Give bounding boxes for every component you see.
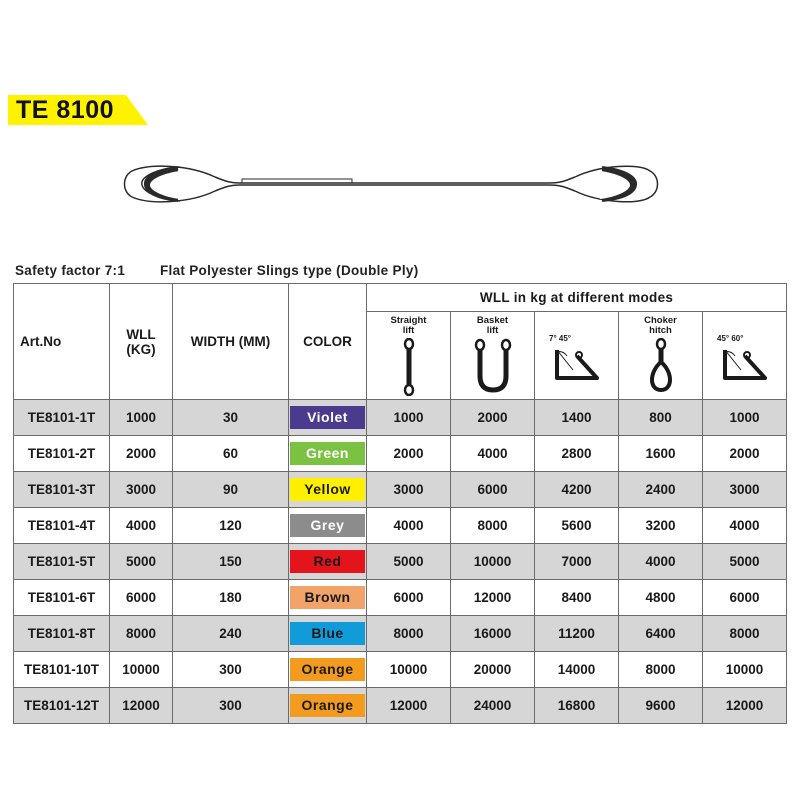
cell-width: 180 [173, 580, 289, 616]
cell-art-no: TE8101-12T [14, 688, 110, 724]
cell-color [289, 652, 367, 688]
cell-straight-lift: 4000 [367, 508, 451, 544]
cell-straight-lift: 3000 [367, 472, 451, 508]
cell-width: 120 [173, 508, 289, 544]
cell-straight-lift: 10000 [367, 652, 451, 688]
cell-basket-7-45: 14000 [535, 652, 619, 688]
table-row [14, 472, 787, 508]
cell-art-no: TE8101-6T [14, 580, 110, 616]
cell-width: 240 [173, 616, 289, 652]
cell-straight-lift: 2000 [367, 436, 451, 472]
cell-choker-hitch: 800 [619, 400, 703, 436]
color-swatch: Yellow [290, 478, 365, 501]
cell-basket-45-60: 2000 [703, 436, 787, 472]
cell-basket-7-45: 5600 [535, 508, 619, 544]
cell-straight-lift: 6000 [367, 580, 451, 616]
table-row [14, 400, 787, 436]
mode-basket-lift [451, 312, 535, 400]
safety-factor-caption: Safety factor 7:1 [15, 263, 126, 278]
spec-table-body [14, 400, 787, 724]
color-swatch: Orange [290, 694, 365, 717]
straight-lift-icon [399, 338, 419, 396]
cell-basket-7-45: 7000 [535, 544, 619, 580]
cell-basket-lift: 10000 [451, 544, 535, 580]
cell-basket-lift: 12000 [451, 580, 535, 616]
sling-illustration [120, 155, 660, 215]
cell-art-no: TE8101-3T [14, 472, 110, 508]
mode-angle-7-45-label: 7° 45° [549, 334, 571, 343]
cell-basket-45-60: 10000 [703, 652, 787, 688]
cell-wll: 12000 [110, 688, 173, 724]
cell-width: 90 [173, 472, 289, 508]
header-modes-title: WLL in kg at different modes [367, 284, 787, 312]
cell-color [289, 544, 367, 580]
table-row [14, 544, 787, 580]
sling-type-caption: Flat Polyester Slings type (Double Ply) [160, 263, 419, 278]
cell-width: 300 [173, 688, 289, 724]
cell-basket-7-45: 8400 [535, 580, 619, 616]
table-row [14, 688, 787, 724]
cell-wll: 1000 [110, 400, 173, 436]
cell-straight-lift: 5000 [367, 544, 451, 580]
cell-basket-7-45: 16800 [535, 688, 619, 724]
cell-color [289, 436, 367, 472]
cell-choker-hitch: 6400 [619, 616, 703, 652]
cell-basket-lift: 2000 [451, 400, 535, 436]
cell-basket-7-45: 2800 [535, 436, 619, 472]
cell-color [289, 616, 367, 652]
sling-spec-table [13, 283, 787, 724]
mode-choker-hitch-label: Choker hitch [644, 315, 677, 336]
color-swatch: Grey [290, 514, 365, 537]
cell-wll: 8000 [110, 616, 173, 652]
cell-art-no: TE8101-1T [14, 400, 110, 436]
choker-hitch-icon [645, 338, 677, 396]
basket-angle-45-60-icon [717, 346, 773, 386]
cell-basket-45-60: 8000 [703, 616, 787, 652]
cell-choker-hitch: 4000 [619, 544, 703, 580]
cell-wll: 3000 [110, 472, 173, 508]
cell-width: 60 [173, 436, 289, 472]
cell-basket-lift: 6000 [451, 472, 535, 508]
table-row [14, 508, 787, 544]
color-swatch: Green [290, 442, 365, 465]
color-swatch: Orange [290, 658, 365, 681]
cell-wll: 6000 [110, 580, 173, 616]
mode-basket-lift-label: Basket lift [476, 315, 509, 336]
cell-color [289, 688, 367, 724]
cell-choker-hitch: 8000 [619, 652, 703, 688]
basket-lift-icon [470, 338, 516, 396]
mode-choker-hitch [619, 312, 703, 400]
cell-basket-lift: 24000 [451, 688, 535, 724]
cell-art-no: TE8101-4T [14, 508, 110, 544]
color-swatch: Red [290, 550, 365, 573]
cell-choker-hitch: 9600 [619, 688, 703, 724]
cell-wll: 5000 [110, 544, 173, 580]
table-row [14, 580, 787, 616]
cell-basket-lift: 4000 [451, 436, 535, 472]
cell-basket-lift: 20000 [451, 652, 535, 688]
cell-basket-7-45: 4200 [535, 472, 619, 508]
cell-basket-45-60: 5000 [703, 544, 787, 580]
cell-width: 150 [173, 544, 289, 580]
cell-wll: 4000 [110, 508, 173, 544]
mode-straight-lift [367, 312, 451, 400]
cell-basket-lift: 16000 [451, 616, 535, 652]
table-row [14, 436, 787, 472]
cell-wll: 10000 [110, 652, 173, 688]
cell-basket-lift: 8000 [451, 508, 535, 544]
table-row [14, 616, 787, 652]
mode-straight-lift-label: Straight lift [390, 315, 427, 336]
cell-choker-hitch: 1600 [619, 436, 703, 472]
cell-color [289, 580, 367, 616]
mode-basket-angle-45-60 [703, 312, 787, 400]
product-title-banner [8, 95, 148, 125]
cell-basket-45-60: 4000 [703, 508, 787, 544]
cell-wll: 2000 [110, 436, 173, 472]
cell-straight-lift: 8000 [367, 616, 451, 652]
cell-color [289, 400, 367, 436]
cell-color [289, 472, 367, 508]
cell-width: 300 [173, 652, 289, 688]
cell-choker-hitch: 2400 [619, 472, 703, 508]
cell-width: 30 [173, 400, 289, 436]
header-wll: WLL (KG) [110, 284, 173, 400]
cell-basket-7-45: 1400 [535, 400, 619, 436]
cell-basket-45-60: 3000 [703, 472, 787, 508]
color-swatch: Violet [290, 406, 365, 429]
cell-choker-hitch: 3200 [619, 508, 703, 544]
cell-straight-lift: 1000 [367, 400, 451, 436]
color-swatch: Brown [290, 586, 365, 609]
cell-art-no: TE8101-5T [14, 544, 110, 580]
cell-art-no: TE8101-10T [14, 652, 110, 688]
product-code-title: TE 8100 [16, 96, 115, 124]
cell-choker-hitch: 4800 [619, 580, 703, 616]
basket-angle-7-45-icon [549, 346, 605, 386]
cell-straight-lift: 12000 [367, 688, 451, 724]
cell-basket-45-60: 12000 [703, 688, 787, 724]
cell-basket-45-60: 1000 [703, 400, 787, 436]
mode-angle-45-60-label: 45° 60° [717, 334, 744, 343]
cell-basket-45-60: 6000 [703, 580, 787, 616]
cell-art-no: TE8101-2T [14, 436, 110, 472]
header-color: COLOR [289, 284, 367, 400]
table-row [14, 652, 787, 688]
cell-art-no: TE8101-8T [14, 616, 110, 652]
cell-color [289, 508, 367, 544]
header-width: WIDTH (MM) [173, 284, 289, 400]
mode-basket-angle-7-45 [535, 312, 619, 400]
color-swatch: Blue [290, 622, 365, 645]
header-art-no: Art.No [14, 284, 110, 400]
cell-basket-7-45: 11200 [535, 616, 619, 652]
